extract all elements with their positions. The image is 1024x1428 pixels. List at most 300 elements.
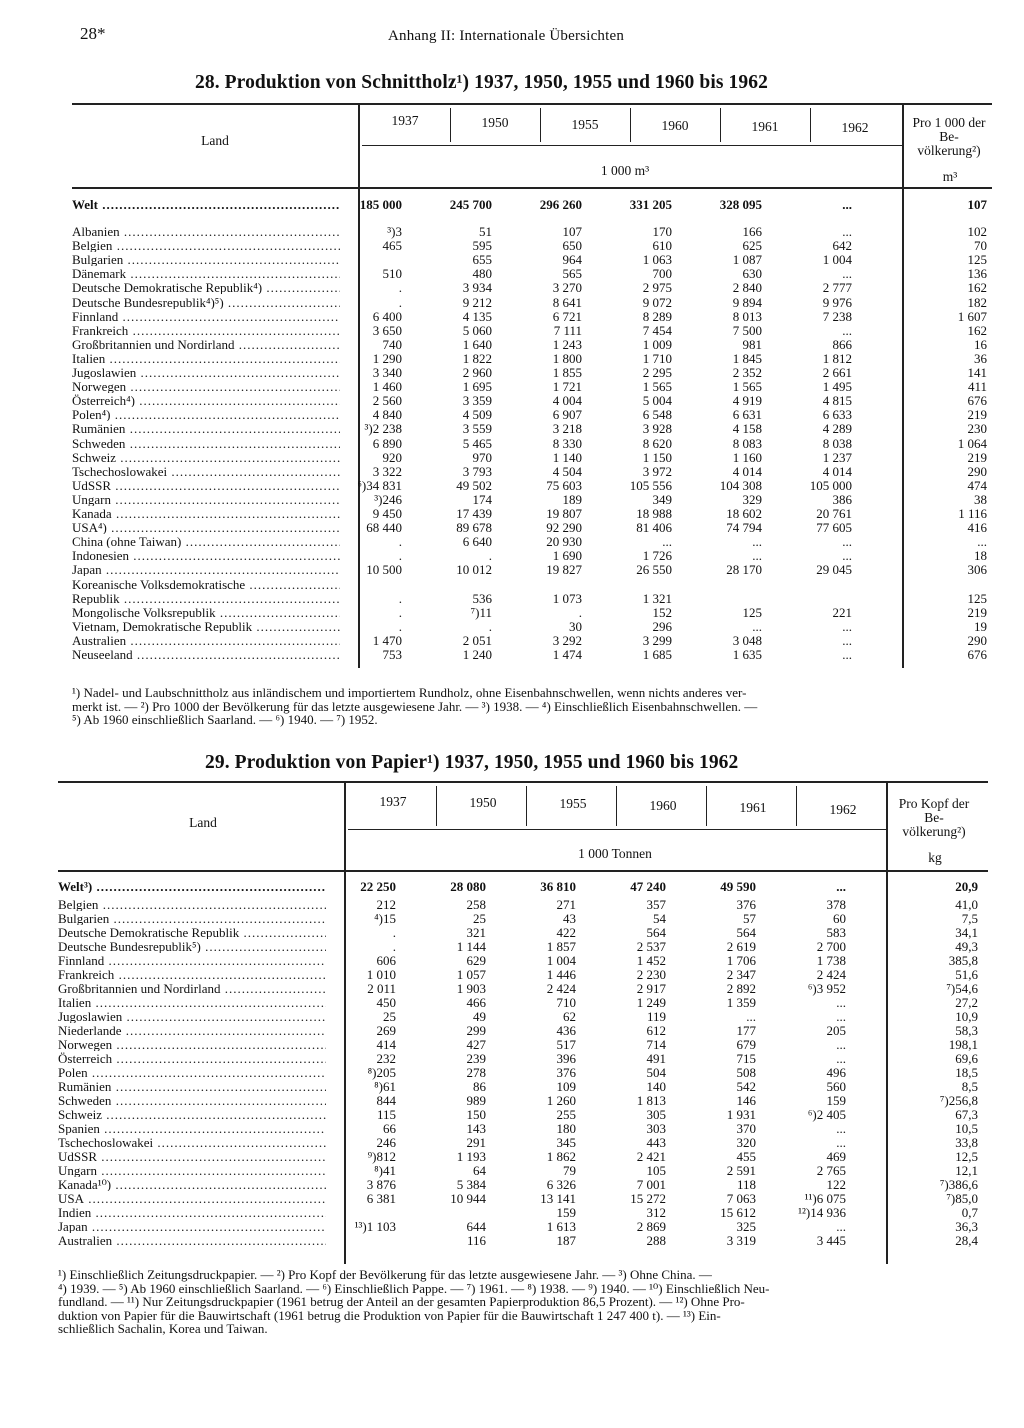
country-cell: Kanada¹⁰) .....	[58, 1178, 326, 1191]
country-cell: Schweden .....	[58, 1094, 326, 1107]
table-row	[72, 563, 992, 576]
value-cell: 81 406	[636, 520, 672, 536]
per-capita-cell: 70	[974, 238, 987, 254]
table-row	[58, 1080, 988, 1093]
value-cell: ...	[842, 618, 852, 634]
value-cell: .	[398, 534, 402, 550]
value-cell: 9 976	[822, 294, 852, 310]
country-cell: Neuseeland .....	[72, 648, 340, 661]
value-cell: ⁶)34 831	[357, 477, 402, 493]
value-cell: 74 794	[726, 520, 762, 536]
per-capita-cell: 416	[967, 520, 987, 536]
value-cell: 3 928	[642, 421, 672, 437]
table-row	[58, 912, 988, 925]
per-capita-cell: 306	[967, 562, 987, 578]
table-29-header-bottom-rule	[58, 870, 988, 872]
table-28-year-divider	[540, 108, 541, 142]
value-cell: 255	[556, 1107, 576, 1122]
value-cell: ...	[842, 632, 852, 648]
value-cell: 321	[466, 925, 486, 940]
value-cell: 13 141	[540, 1191, 576, 1206]
value-cell: 1 004	[822, 252, 852, 268]
per-capita-cell: 20,9	[955, 879, 978, 894]
value-cell: .	[488, 618, 492, 634]
country-cell: Österreich⁴) .....	[72, 394, 340, 407]
value-cell: .	[392, 939, 396, 954]
value-cell: 8 013	[732, 308, 762, 324]
country-cell: Vietnam, Demokratische Republik .....	[72, 620, 340, 633]
table-row	[72, 352, 992, 365]
table-row	[72, 606, 992, 619]
value-cell: 18 988	[636, 506, 672, 521]
value-cell: 414	[376, 1037, 396, 1052]
table-row	[72, 479, 992, 492]
value-cell: 105	[646, 1163, 666, 1178]
per-capita-cell: ⁷)256,8	[939, 1093, 978, 1108]
value-cell: 1 243	[552, 336, 582, 352]
value-cell: 166	[742, 224, 762, 239]
value-cell: 152	[652, 604, 672, 620]
value-cell: 508	[736, 1065, 756, 1080]
value-cell: 2 560	[372, 393, 402, 409]
value-cell: ...	[836, 995, 846, 1010]
per-capita-cell: 1 607	[957, 308, 987, 324]
value-cell: 6 631	[732, 407, 762, 423]
per-capita-cell: 7,5	[961, 911, 978, 926]
country-cell: Indonesien .....	[72, 549, 340, 562]
table-row	[72, 380, 992, 393]
value-cell: 2 661	[822, 365, 852, 380]
table-row	[72, 281, 992, 294]
value-cell: 2 347	[726, 967, 756, 982]
value-cell: 565	[562, 266, 582, 282]
value-cell: 349	[652, 491, 672, 507]
footnote-line: schließlich Sachalin, Korea und Taiwan.	[58, 1321, 268, 1336]
value-cell: 753	[382, 647, 402, 662]
table-row	[72, 239, 992, 252]
value-cell: 1 690	[552, 548, 582, 564]
country-cell: Polen⁴) .....	[72, 408, 340, 421]
table-row	[72, 578, 992, 591]
value-cell: 345	[556, 1135, 576, 1150]
value-cell: 19 827	[546, 562, 582, 578]
value-cell: 3 340	[372, 365, 402, 380]
value-cell: 299	[466, 1023, 486, 1038]
value-cell: 1 057	[456, 967, 486, 982]
value-cell: 8 620	[642, 435, 672, 451]
value-cell: 5 384	[456, 1177, 486, 1192]
value-cell: 320	[736, 1135, 756, 1150]
per-capita-cell: ⁷)386,6	[939, 1177, 978, 1192]
value-cell: ...	[836, 1009, 846, 1024]
value-cell: 150	[466, 1107, 486, 1122]
value-cell: 9 450	[372, 506, 402, 521]
per-capita-cell: 19	[974, 618, 987, 634]
table-29-year-divider	[526, 786, 527, 826]
value-cell: 2 840	[732, 280, 762, 296]
value-cell: 1 738	[816, 953, 846, 968]
value-cell: ³)2 238	[364, 421, 402, 437]
table-row	[72, 310, 992, 323]
value-cell: 205	[826, 1023, 846, 1038]
table-28-year-divider	[810, 108, 811, 142]
country-cell: Deutsche Demokratische Republik .....	[58, 926, 326, 939]
value-cell: 1 685	[642, 647, 672, 662]
value-cell: 62	[563, 1009, 576, 1024]
table-row	[72, 521, 992, 534]
table-row	[58, 1150, 988, 1163]
per-capita-cell: 230	[967, 421, 987, 437]
value-cell: 303	[646, 1121, 666, 1136]
value-cell: 1 495	[822, 379, 852, 395]
value-cell: 6 907	[552, 407, 582, 423]
table-28-body	[72, 198, 992, 693]
value-cell: 1 565	[732, 379, 762, 395]
value-cell: 187	[556, 1233, 576, 1248]
value-cell: 610	[652, 238, 672, 254]
value-cell: 51	[479, 224, 492, 239]
table-row	[72, 253, 992, 266]
value-cell: 1 140	[552, 449, 582, 465]
value-cell: 981	[742, 336, 762, 352]
table-row	[58, 982, 988, 995]
value-cell: 3 934	[462, 280, 492, 296]
value-cell: 595	[472, 238, 492, 254]
value-cell: 866	[832, 336, 852, 352]
value-cell: 480	[472, 266, 492, 282]
per-capita-cell: 182	[967, 294, 987, 310]
per-capita-cell: ...	[977, 534, 987, 550]
value-cell: 57	[743, 911, 756, 926]
value-cell: 1 470	[372, 632, 402, 648]
value-cell: 4 289	[822, 421, 852, 437]
value-cell: 1 845	[732, 350, 762, 366]
per-capita-cell: 385,8	[948, 953, 978, 968]
value-cell: 19 807	[546, 506, 582, 521]
value-cell: 510	[382, 266, 402, 282]
value-cell: 296 260	[539, 197, 582, 212]
value-cell: 427	[466, 1037, 486, 1052]
value-cell: 109	[556, 1079, 576, 1094]
footnote-line: ¹) Einschließlich Zeitungsdruckpapier. — ²) Pro Kopf der Bevölkerung für das letzte ausgewiesene Jahr. — ³) Ohne China. —	[58, 1267, 712, 1282]
value-cell: 1 706	[726, 953, 756, 968]
value-cell: 6 548	[642, 407, 672, 423]
table-29-header-percapita: Pro Kopf der Be-völkerung²)	[898, 796, 970, 839]
value-cell: 1 073	[552, 590, 582, 606]
running-head: Anhang II: Internationale Übersichten	[388, 28, 625, 44]
value-cell: 4 135	[462, 308, 492, 324]
table-29-footnotes	[58, 1268, 988, 1336]
value-cell: 6 640	[462, 534, 492, 550]
per-capita-cell: 36	[974, 350, 987, 366]
value-cell: 143	[466, 1121, 486, 1136]
per-capita-cell: 125	[967, 590, 987, 606]
value-cell: 564	[736, 925, 756, 940]
value-cell: 1 260	[546, 1093, 576, 1108]
value-cell: 1 613	[546, 1219, 576, 1234]
country-cell: Bulgarien .....	[58, 912, 326, 925]
country-cell: Belgien .....	[58, 898, 326, 911]
country-cell: Deutsche Demokratische Republik⁴) .....	[72, 281, 340, 294]
per-capita-cell: 219	[967, 449, 987, 465]
value-cell: .	[398, 548, 402, 564]
value-cell: 2 421	[636, 1149, 666, 1164]
value-cell: 2 777	[822, 280, 852, 296]
value-cell: 4 919	[732, 393, 762, 409]
value-cell: 10 012	[456, 562, 492, 578]
value-cell: 504	[646, 1065, 666, 1080]
table-28-header-year-1937: 1937	[391, 113, 419, 128]
table-row	[58, 1052, 988, 1065]
per-capita-cell: 1 064	[957, 435, 987, 451]
value-cell: 1 193	[456, 1149, 486, 1164]
value-cell: 710	[556, 995, 576, 1010]
value-cell: 422	[556, 925, 576, 940]
value-cell: 105 000	[809, 477, 852, 493]
value-cell: 7 238	[822, 308, 852, 324]
value-cell: 140	[646, 1079, 666, 1094]
value-cell: 8 641	[552, 294, 582, 310]
country-cell: Welt³) .....	[58, 880, 326, 893]
value-cell: 7 500	[732, 322, 762, 338]
table-28-year-divider	[630, 108, 631, 142]
table-row	[58, 1108, 988, 1121]
value-cell: 22 250	[360, 879, 396, 894]
value-cell: 239	[466, 1051, 486, 1066]
value-cell: 2 917	[636, 981, 666, 996]
value-cell: 679	[736, 1037, 756, 1052]
value-cell: 844	[376, 1093, 396, 1108]
value-cell: 8 289	[642, 308, 672, 324]
table-29-year-divider	[436, 786, 437, 826]
value-cell: 2 537	[636, 939, 666, 954]
value-cell: 4 509	[462, 407, 492, 423]
value-cell: 2 892	[726, 981, 756, 996]
country-cell: Indien .....	[58, 1206, 326, 1219]
value-cell: 271	[556, 897, 576, 912]
value-cell: 10 944	[450, 1191, 486, 1206]
value-cell: ³)3	[387, 224, 402, 239]
value-cell: 4 158	[732, 421, 762, 437]
value-cell: 3 445	[816, 1233, 846, 1248]
table-row-world	[58, 880, 988, 893]
per-capita-cell: 219	[967, 604, 987, 620]
per-capita-cell: 41,0	[955, 897, 978, 912]
value-cell: 629	[466, 953, 486, 968]
table-row	[72, 620, 992, 633]
value-cell: 606	[376, 953, 396, 968]
value-cell: 655	[472, 252, 492, 268]
footnote-line: ⁵) Ab 1960 einschließlich Saarland. — ⁶) 1940. — ⁷) 1952.	[72, 712, 378, 727]
per-capita-cell: 107	[967, 197, 987, 212]
table-row	[58, 940, 988, 953]
table-row	[58, 1136, 988, 1149]
value-cell: 8 083	[732, 435, 762, 451]
table-row	[58, 1206, 988, 1219]
country-cell: Bulgarien .....	[72, 253, 340, 266]
value-cell: 269	[376, 1023, 396, 1038]
value-cell: .	[578, 604, 582, 620]
per-capita-cell: 198,1	[948, 1037, 978, 1052]
value-cell: 1 822	[462, 350, 492, 366]
table-row	[58, 1094, 988, 1107]
value-cell: ...	[752, 548, 762, 564]
value-cell: 6 890	[372, 435, 402, 451]
value-cell: 10 500	[366, 562, 402, 578]
value-cell: 2 051	[462, 632, 492, 648]
value-cell: 436	[556, 1023, 576, 1038]
value-cell: 4 840	[372, 407, 402, 423]
country-cell: Japan .....	[58, 1220, 326, 1233]
value-cell: 496	[826, 1065, 846, 1080]
value-cell: 25	[383, 1009, 396, 1024]
per-capita-cell: 290	[967, 632, 987, 648]
value-cell: 26 550	[636, 562, 672, 578]
value-cell: ⁷)11	[470, 604, 492, 620]
per-capita-cell: 10,9	[955, 1009, 978, 1024]
value-cell: 542	[736, 1079, 756, 1094]
country-cell: Deutsche Bundesrepublik⁴)⁵) .....	[72, 296, 340, 309]
value-cell: 6 381	[366, 1191, 396, 1206]
value-cell: ⁶)2 405	[807, 1107, 846, 1122]
value-cell: 2 765	[816, 1163, 846, 1178]
value-cell: ...	[752, 534, 762, 550]
value-cell: 2 619	[726, 939, 756, 954]
value-cell: 4 504	[552, 463, 582, 479]
value-cell: 2 591	[726, 1163, 756, 1178]
value-cell: 1 452	[636, 953, 666, 968]
country-cell: Mongolische Volksrepublik .....	[72, 606, 340, 619]
value-cell: 79	[563, 1163, 576, 1178]
table-row	[58, 968, 988, 981]
value-cell: 3 876	[366, 1177, 396, 1192]
table-28-top-rule	[72, 103, 992, 105]
value-cell: 1 063	[642, 252, 672, 268]
value-cell: 7 454	[642, 322, 672, 338]
value-cell: 1 010	[366, 967, 396, 982]
value-cell: 1 290	[372, 350, 402, 366]
footnote-line: ⁴) 1939. — ⁵) Ab 1960 einschließlich Saarland. — ⁶) Einschließlich Pappe. — ⁷) 1961. — ⁸) 1938. — ⁹) 1940. — ¹⁰) Einschließlich Neu-	[58, 1280, 770, 1296]
table-row	[58, 1038, 988, 1051]
per-capita-cell: 16	[974, 336, 987, 352]
value-cell: ...	[662, 534, 672, 550]
value-cell: 1 150	[642, 449, 672, 465]
value-cell: 15 612	[720, 1205, 756, 1220]
value-cell: 146	[736, 1093, 756, 1108]
per-capita-cell: 1 116	[958, 506, 987, 521]
value-cell: 1 726	[642, 548, 672, 564]
value-cell: ⁸)41	[374, 1163, 396, 1178]
per-capita-cell: 28,4	[955, 1233, 978, 1248]
table-28-header-year-1955: 1955	[571, 117, 599, 132]
value-cell: 612	[646, 1023, 666, 1038]
value-cell: 296	[652, 618, 672, 634]
value-cell: 159	[826, 1093, 846, 1108]
value-cell: 5 060	[462, 322, 492, 338]
table-29-header-unit: 1 000 Tonnen	[578, 846, 652, 861]
value-cell: 370	[736, 1121, 756, 1136]
value-cell: 54	[653, 911, 666, 926]
per-capita-cell: 67,3	[955, 1107, 978, 1122]
value-cell: 1 144	[456, 939, 486, 954]
value-cell: 104 308	[719, 477, 762, 493]
table-row	[72, 451, 992, 464]
country-cell: Jugoslawien .....	[58, 1010, 326, 1023]
value-cell: ...	[842, 197, 852, 212]
country-cell: Kanada .....	[72, 507, 340, 520]
country-cell: China (ohne Taiwan) .....	[72, 535, 340, 548]
table-row	[58, 1122, 988, 1135]
table-row	[58, 1234, 988, 1247]
value-cell: 450	[376, 995, 396, 1010]
per-capita-cell: 58,3	[955, 1023, 978, 1038]
value-cell: ...	[836, 1121, 846, 1136]
country-cell: Tschechoslowakei .....	[58, 1136, 326, 1149]
country-cell: Tschechoslowakei .....	[72, 465, 340, 478]
value-cell: 1 635	[732, 647, 762, 662]
table-row	[72, 225, 992, 238]
value-cell: 357	[646, 897, 666, 912]
value-cell: 1 321	[642, 590, 672, 606]
value-cell: 469	[826, 1149, 846, 1164]
table-row	[72, 408, 992, 421]
value-cell: ...	[842, 266, 852, 282]
table-29-header-year-1960: 1960	[649, 798, 677, 813]
per-capita-cell: 51,6	[955, 967, 978, 982]
value-cell: 118	[736, 1177, 756, 1192]
value-cell: 5 465	[462, 435, 492, 451]
value-cell: 77 605	[816, 520, 852, 536]
table-row-world	[72, 198, 992, 211]
value-cell: 989	[466, 1093, 486, 1108]
value-cell: 20 761	[816, 506, 852, 521]
value-cell: 1 009	[642, 336, 672, 352]
value-cell: 3 972	[642, 463, 672, 479]
value-cell: 43	[563, 911, 576, 926]
value-cell: 2 424	[546, 981, 576, 996]
value-cell: 2 869	[636, 1219, 666, 1234]
value-cell: 7 001	[636, 1177, 666, 1192]
value-cell: ...	[836, 1037, 846, 1052]
value-cell: ...	[836, 1219, 846, 1234]
value-cell: 15 272	[630, 1191, 666, 1206]
per-capita-cell: 27,2	[955, 995, 978, 1010]
value-cell: 5 004	[642, 393, 672, 409]
table-row	[58, 926, 988, 939]
table-row	[58, 1164, 988, 1177]
table-28-header-unit: 1 000 m³	[600, 163, 650, 178]
table-29-header-percapita-unit: kg	[928, 850, 942, 865]
value-cell: 2 352	[732, 365, 762, 380]
value-cell: 491	[646, 1051, 666, 1066]
value-cell: 49	[473, 1009, 486, 1024]
country-cell: Finnland .....	[58, 954, 326, 967]
country-cell: Welt .....	[72, 198, 340, 211]
value-cell: 644	[466, 1219, 486, 1234]
per-capita-cell: 136	[967, 266, 987, 282]
value-cell: 376	[556, 1065, 576, 1080]
country-cell: Großbritannien und Nordirland .....	[72, 338, 340, 351]
value-cell: 455	[736, 1149, 756, 1164]
country-cell: Koreanische Volksdemokratische .....	[72, 578, 340, 591]
country-cell: Deutsche Bundesrepublik⁵) .....	[58, 940, 326, 953]
per-capita-cell: 102	[967, 224, 987, 239]
value-cell: 625	[742, 238, 762, 254]
value-cell: ...	[842, 534, 852, 550]
value-cell: 159	[556, 1205, 576, 1220]
table-28-year-divider	[450, 108, 451, 142]
value-cell: 650	[562, 238, 582, 254]
